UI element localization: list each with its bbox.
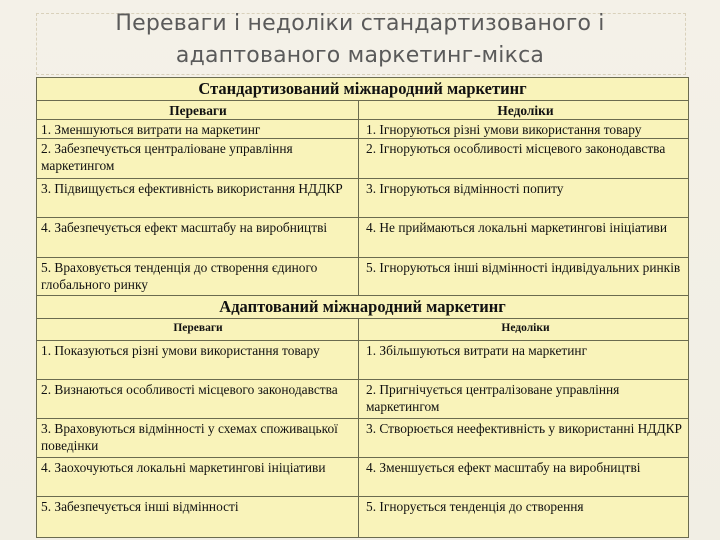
adapted-dis-5: 5. Ігнорується тенденція до створення — [366, 499, 584, 514]
table-row — [37, 102, 688, 139]
adapted-adv-4: 4. Заохочуються локальні маркетингові ініціативи — [37, 458, 359, 496]
adapted-adv-3: 3. Враховуються відмінності у схемах споживацької поведінки — [37, 419, 359, 457]
table-row — [37, 218, 688, 258]
standard-advantages-header: Переваги — [37, 101, 359, 119]
adapted-adv-1: 1. Показуються різні умови використання товару — [37, 341, 359, 379]
standard-adv-5: 5. Враховується тенденція до створення єдиного глобального ринку — [37, 258, 359, 295]
standard-adv-1: 1. Зменшуються витрати на маркетинг — [37, 102, 359, 138]
standard-dis-3: 3. Ігноруються відмінності попиту — [366, 181, 564, 196]
standard-dis-5: 5. Ігноруються інші відмінності індивідуальних ринків — [366, 260, 681, 275]
table-row — [37, 419, 688, 458]
standard-adv-4: 4. Забезпечується ефект масштабу на виробництві — [37, 218, 359, 257]
table-row — [37, 458, 688, 497]
standard-adv-2: 2. Забезпечується централіоване управління маркетингом — [37, 139, 359, 178]
title-line-1: Переваги і недоліки стандартизованого і — [115, 11, 605, 36]
table-row — [37, 341, 688, 380]
table-row — [37, 380, 688, 419]
adapted-adv-5: 5. Забезпечується інші відмінності — [37, 497, 359, 537]
adapted-dis-1: 1. Збільшуються витрати на маркетинг — [366, 343, 588, 358]
adapted-disadvantages-header: Недоліки — [501, 322, 550, 334]
section-heading-standardized: Стандартизований міжнародний маркетинг — [37, 78, 688, 101]
section-heading-adapted: Адаптований міжнародний маркетинг — [37, 296, 688, 319]
adapted-dis-2: 2. Пригнічується централізоване управління маркетингом — [366, 382, 620, 414]
title-line-2: адаптованого маркетинг-мікса — [175, 43, 545, 68]
comparison-table — [36, 77, 689, 538]
table-row — [37, 258, 688, 296]
standard-dis-4: 4. Не приймаються локальні маркетингові ініціативи — [366, 220, 668, 235]
table-row — [37, 497, 688, 537]
adapted-subheader-row — [37, 319, 688, 341]
adapted-advantages-header: Переваги — [37, 319, 359, 340]
standard-disadvantages-header: Недоліки — [497, 103, 554, 118]
table-row — [37, 179, 688, 218]
standard-dis-2: 2. Ігноруються особливості місцевого законодавства — [366, 141, 666, 156]
standard-dis-1: 1. Ігноруються різні умови використання товару — [366, 122, 642, 137]
adapted-dis-4: 4. Зменшується ефект масштабу на виробництві — [366, 460, 641, 475]
standard-adv-3: 3. Підвищується ефективність використання НДДКР — [37, 179, 359, 217]
adapted-dis-3: 3. Створюється неефективність у використанні НДДКР — [366, 421, 682, 436]
table-row — [37, 139, 688, 179]
slide-title — [36, 8, 684, 72]
adapted-adv-2: 2. Визнаються особливості місцевого законодавства — [37, 380, 359, 418]
